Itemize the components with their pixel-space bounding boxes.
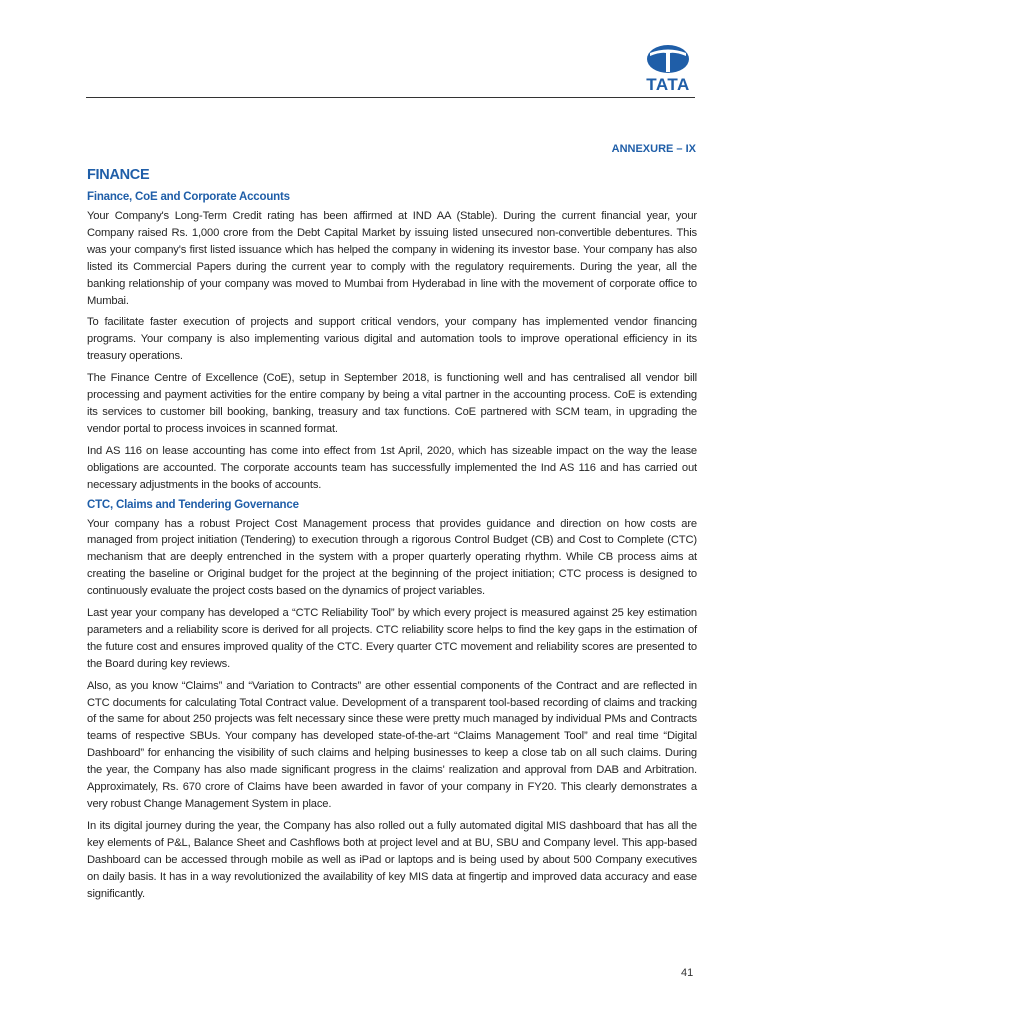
paragraph: Last year your company has developed a “CTC Reliability Tool” by which every project is measured against 25 key estimation parameters and a reliability score is derived for all projects. CTC reliability score helps to find the key gaps in the estimation of the future cost and ensures improved quality of the CTC. Every quarter CTC movement and reliability scores are presented to the Board during key reviews. (87, 607, 697, 670)
paragraph: The Finance Centre of Excellence (CoE), setup in September 2018, is functioning well and has centralised all vendor bill processing and payment activities for the entire company by being a vital partner in the accounting process. CoE is extending its services to customer bill booking, banking, treasury and tax functions. CoE partnered with SCM team, in upgrading the vendor portal to process invoices in scanned format. (87, 372, 697, 435)
page-number: 41 (681, 967, 694, 979)
main-content (87, 167, 697, 907)
paragraph: In its digital journey during the year, the Company has also rolled out a fully automated digital MIS dashboard that has all the key elements of P&L, Balance Sheet and Cashflows both at project level and at BU, SBU and Company level. This app-based Dashboard can be accessed through mobile as well as iPad or laptops and is being used by about 500 Company executives on daily basis. It has in a way revolutionized the availability of key MIS data at fingertip and improved data accuracy and ease significantly. (87, 819, 697, 900)
subsection-title-finance: Finance, CoE and Corporate Accounts (87, 191, 290, 203)
paragraph: To facilitate faster execution of projects and support critical vendors, your company has implemented vendor financing programs. Your company is also implementing various digital and automation tools to improve operational efficiency in its treasury operations. (87, 316, 697, 363)
logo-wordmark: TATA (646, 75, 690, 94)
header-divider (86, 97, 695, 98)
paragraph: Also, as you know “Claims” and “Variation to Contracts” are other essential components of the Contract and are reflected in CTC documents for calculating Total Contract value. Development of a transparent tool-based recording of claims and tracking of the same for about 250 projects was felt necessary since these were pretty much managed by individual PMs and Contracts teams of respective SBUs. Your company has developed state-of-the-art “Claims Management Tool” and real time “Digital Dashboard” for enhancing the visibility of such claims and helping businesses to keep a close tab on all such claims. During the year, the Company has also made significant progress in the claims' realization and approval from DAB and Arbitration. Approximately, Rs. 670 crore of Claims have been awarded in favor of your company in FY20. This clearly demonstrates a very robust Change Management System in place. (87, 679, 697, 810)
tata-logo (642, 44, 694, 94)
paragraph: Your Company's Long-Term Credit rating has been affirmed at IND AA (Stable). During the current financial year, your Company raised Rs. 1,000 crore from the Debt Capital Market by issuing listed unsecured non-convertible debentures. This was your company's first listed issuance which has helped the company in widening its investor base. Your company has also listed its Commercial Papers during the current year to comply with the regulatory requirements. During the year, all the banking relationship of your company was moved to Mumbai from Hyderabad in line with the movement of corporate office to Mumbai. (87, 210, 697, 307)
section-title: FINANCE (87, 167, 150, 183)
paragraph: Ind AS 116 on lease accounting has come into effect from 1st April, 2020, which has sizeable impact on the way the lease obligations are accounted. The corporate accounts team has successfully implemented the Ind AS 116 and has carried out necessary adjustments in the books of accounts. (87, 444, 697, 491)
subsection-title-ctc: CTC, Claims and Tendering Governance (87, 498, 299, 511)
tata-logo-icon (642, 44, 694, 74)
paragraph: Your company has a robust Project Cost Management process that provides guidance and direction on how costs are managed from project initiation (Tendering) to execution through a rigorous Control Budget (CB) and Cost to Complete (CTC) mechanism that are deeply entrenched in the system with a proper quarterly operating rhythm. While CB process aims at creating the baseline or Original budget for the project at the beginning of the project initiation; CTC process is designed to continuously evaluate the project costs based on the dynamics of project variables. (87, 517, 697, 598)
annexure-label: ANNEXURE – IX (611, 143, 696, 155)
